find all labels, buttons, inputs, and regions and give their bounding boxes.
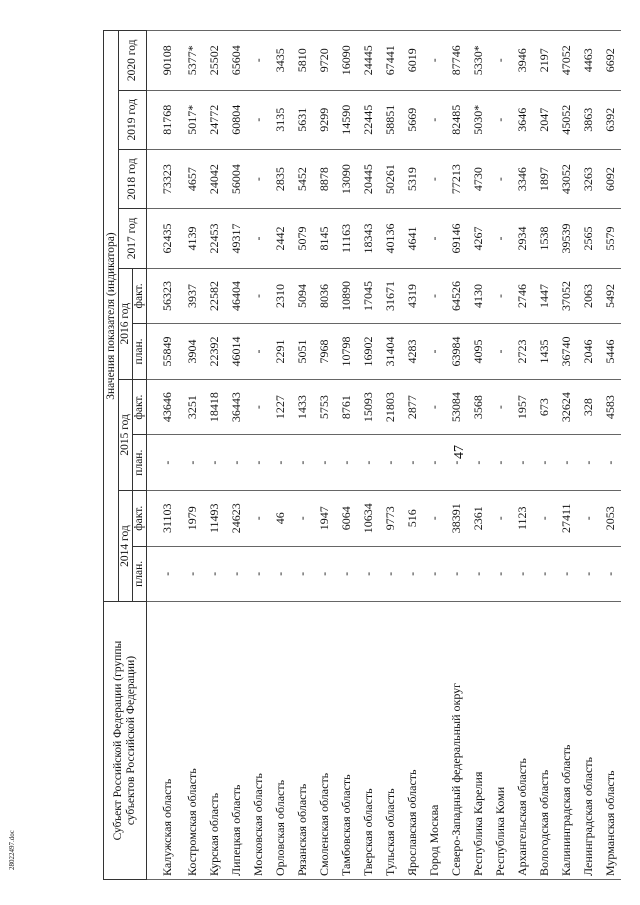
region-name: Орловская область [269,602,291,880]
value-cell: 31671 [379,268,401,324]
value-cell: - [225,435,247,491]
table-row [401,31,423,880]
value-cell: 3435 [269,31,291,91]
year-2019-header: 2019 год [119,90,147,149]
value-cell: 18418 [203,379,225,435]
value-cell: 2442 [269,209,291,268]
value-cell: - [401,546,423,602]
value-cell: - [423,209,445,268]
value-cell: 5579 [599,209,621,268]
year-2018-header: 2018 год [119,149,147,208]
value-cell: 4583 [599,379,621,435]
value-cell: - [291,546,313,602]
value-cell: 3135 [269,90,291,149]
value-cell: 46404 [225,268,247,324]
value-cell: 3251 [181,379,203,435]
value-cell: 328 [577,379,599,435]
value-cell: 1123 [511,490,533,546]
value-cell: 55849 [147,324,182,380]
value-cell: 3646 [511,90,533,149]
table-row [555,31,577,880]
table-row [489,31,511,880]
value-cell: 69146 [445,209,467,268]
table-row [445,31,467,880]
value-cell: - [555,435,577,491]
value-cell: - [423,435,445,491]
value-cell: - [467,435,489,491]
value-cell: 2835 [269,149,291,208]
value-cell: 77213 [445,149,467,208]
value-cell: 2361 [467,490,489,546]
value-cell: 14590 [335,90,357,149]
value-cell: - [291,490,313,546]
value-cell: 32624 [555,379,577,435]
table-row [599,31,621,880]
value-cell: 1447 [533,268,555,324]
value-cell: 2877 [401,379,423,435]
value-cell: 87746 [445,31,467,91]
table-row [511,31,533,880]
value-cell: - [577,435,599,491]
value-cell: - [357,546,379,602]
value-cell: - [423,149,445,208]
region-name: Мурманская область [599,602,621,880]
fact-header: факт. [133,379,147,435]
value-cell: 64526 [445,268,467,324]
value-cell: - [247,324,269,380]
value-cell: 50261 [379,149,401,208]
value-cell: 90108 [147,31,182,91]
value-cell: - [247,268,269,324]
value-cell: 5631 [291,90,313,149]
value-cell: 5669 [401,90,423,149]
value-cell: - [203,546,225,602]
rotated-table [103,30,617,880]
value-cell: 3346 [511,149,533,208]
value-cell: - [423,268,445,324]
value-cell: 40136 [379,209,401,268]
value-cell: - [489,90,511,149]
value-cell: 1979 [181,490,203,546]
value-cell: 2310 [269,268,291,324]
year-2017-header: 2017 год [119,209,147,268]
value-cell: 60804 [225,90,247,149]
value-cell: - [511,435,533,491]
value-cell: - [147,546,182,602]
value-cell: - [401,435,423,491]
value-cell: 4657 [181,149,203,208]
value-cell: - [489,435,511,491]
value-cell: - [423,90,445,149]
table-row [291,31,313,880]
value-cell: 10634 [357,490,379,546]
region-name: Город Москва [423,602,445,880]
table-row [203,31,225,880]
value-cell: 31103 [147,490,182,546]
value-cell: - [247,209,269,268]
value-cell: 9773 [379,490,401,546]
value-cell: 2723 [511,324,533,380]
value-cell: 8036 [313,268,335,324]
value-cell: 67441 [379,31,401,91]
page-number: 47 [452,445,467,459]
table-row [577,31,599,880]
fact-header: факт. [133,490,147,546]
value-cell: 4283 [401,324,423,380]
value-cell: 38391 [445,490,467,546]
value-cell: 2063 [577,268,599,324]
value-cell: - [467,546,489,602]
region-name: Калининградская область [555,602,577,880]
value-cell: - [423,324,445,380]
plan-header: план. [133,324,147,380]
value-cell: - [423,379,445,435]
value-cell: - [599,435,621,491]
value-cell: - [335,435,357,491]
value-cell: - [313,546,335,602]
table-row [147,31,182,880]
value-cell: - [247,490,269,546]
value-cell: 6092 [599,149,621,208]
value-cell: - [313,435,335,491]
value-cell: 18343 [357,209,379,268]
value-cell: - [577,490,599,546]
value-cell: - [357,435,379,491]
value-cell: 4095 [467,324,489,380]
value-cell: - [489,379,511,435]
region-name: Республика Коми [489,602,511,880]
value-cell: - [247,90,269,149]
value-cell: - [335,546,357,602]
value-cell: 39539 [555,209,577,268]
subject-header: Субъект Российской Федерации (группы субъектов Российской Федерации) [104,602,147,880]
indicator-table [103,30,621,880]
value-cell: 4641 [401,209,423,268]
value-cell: 53084 [445,379,467,435]
value-cell: 1947 [313,490,335,546]
value-cell: 43052 [555,149,577,208]
value-cell: - [247,31,269,91]
value-cell: 8761 [335,379,357,435]
value-cell: 2291 [269,324,291,380]
plan-header: план. [133,435,147,491]
value-cell: 7968 [313,324,335,380]
value-cell: - [181,435,203,491]
fact-header: факт. [133,268,147,324]
value-cell: 37052 [555,268,577,324]
value-cell: - [489,149,511,208]
footer-filename: 28022497.doc [8,830,16,870]
value-cell: 65604 [225,31,247,91]
value-cell: 4267 [467,209,489,268]
value-cell: 20445 [357,149,379,208]
table-row [467,31,489,880]
region-name: Смоленская область [313,602,335,880]
region-name: Архангельская область [511,602,533,880]
value-cell: 13090 [335,149,357,208]
value-cell: 1435 [533,324,555,380]
value-cell: - [269,435,291,491]
table-row [313,31,335,880]
value-cell: - [247,149,269,208]
value-cell: 73323 [147,149,182,208]
value-cell: 21803 [379,379,401,435]
value-cell: 5094 [291,268,313,324]
value-cell: 5377* [181,31,203,91]
table-row [181,31,203,880]
value-cell: - [423,490,445,546]
value-cell: - [247,379,269,435]
value-cell: 3946 [511,31,533,91]
value-cell: 5017* [181,90,203,149]
value-cell: 27411 [555,490,577,546]
region-name: Ленинградская область [577,602,599,880]
value-cell: 63984 [445,324,467,380]
table-row [379,31,401,880]
value-cell: - [379,546,401,602]
value-cell: 3263 [577,149,599,208]
value-cell: 24445 [357,31,379,91]
value-cell: 5446 [599,324,621,380]
region-name: Курская область [203,602,225,880]
value-cell: 36740 [555,324,577,380]
table-row [247,31,269,880]
value-cell: 11163 [335,209,357,268]
value-cell: 46 [269,490,291,546]
value-cell: - [203,435,225,491]
table-row [269,31,291,880]
value-cell: 10798 [335,324,357,380]
value-cell: 8878 [313,149,335,208]
value-cell: 2746 [511,268,533,324]
value-cell: 36443 [225,379,247,435]
value-cell: 5330* [467,31,489,91]
value-cell: 5319 [401,149,423,208]
value-cell: 4319 [401,268,423,324]
value-cell: - [445,435,467,491]
value-cell: - [511,546,533,602]
value-cell: - [533,490,555,546]
region-name: Тульская область [379,602,401,880]
value-cell: 56004 [225,149,247,208]
region-name: Тверская область [357,602,379,880]
table-row [357,31,379,880]
value-cell: 15093 [357,379,379,435]
value-cell: 5030* [467,90,489,149]
value-cell: 82485 [445,90,467,149]
value-cell: 46014 [225,324,247,380]
value-cell: - [489,268,511,324]
value-cell: - [489,546,511,602]
value-cell: 62435 [147,209,182,268]
region-name: Северо-Западный федеральный округ [445,602,467,880]
table-row [335,31,357,880]
value-cell: 6064 [335,490,357,546]
value-cell: 5051 [291,324,313,380]
value-cell: 2934 [511,209,533,268]
value-cell: 10890 [335,268,357,324]
value-cell: - [423,546,445,602]
value-cell: 5810 [291,31,313,91]
value-cell: 1538 [533,209,555,268]
value-cell: 4130 [467,268,489,324]
value-cell: - [181,546,203,602]
value-cell: 4730 [467,149,489,208]
value-cell: 1897 [533,149,555,208]
value-cell: - [533,546,555,602]
value-cell: 47052 [555,31,577,91]
value-cell: - [533,435,555,491]
value-cell: 24623 [225,490,247,546]
value-cell: 5492 [599,268,621,324]
value-cell: 9299 [313,90,335,149]
value-cell: - [225,546,247,602]
value-cell: - [423,31,445,91]
value-cell: 516 [401,490,423,546]
value-cell: 4463 [577,31,599,91]
value-cell: - [247,546,269,602]
value-cell: 16902 [357,324,379,380]
value-cell: 673 [533,379,555,435]
region-name: Липецкая область [225,602,247,880]
year-2014-header: 2014 год [119,490,133,601]
table-row [225,31,247,880]
value-cell: 43646 [147,379,182,435]
table-body [147,31,622,880]
value-cell: 2565 [577,209,599,268]
region-name: Республика Карелия [467,602,489,880]
value-cell: 2197 [533,31,555,91]
value-cell: 2047 [533,90,555,149]
value-cell: 22582 [203,268,225,324]
indicator-group-header: Значения показателя (индикатора) [104,31,119,602]
value-cell: 8145 [313,209,335,268]
region-name: Костромская область [181,602,203,880]
value-cell: 2046 [577,324,599,380]
value-cell: 6692 [599,31,621,91]
value-cell: - [599,546,621,602]
value-cell: 49317 [225,209,247,268]
value-cell: 3937 [181,268,203,324]
value-cell: 2053 [599,490,621,546]
value-cell: 17045 [357,268,379,324]
value-cell: 58851 [379,90,401,149]
value-cell: 1227 [269,379,291,435]
value-cell: 45052 [555,90,577,149]
value-cell: 3904 [181,324,203,380]
value-cell: - [489,490,511,546]
region-name: Тамбовская область [335,602,357,880]
value-cell: 5452 [291,149,313,208]
value-cell: 1433 [291,379,313,435]
plan-header: план. [133,546,147,602]
value-cell: - [489,209,511,268]
year-2020-header: 2020 год [119,31,147,91]
value-cell: 1957 [511,379,533,435]
value-cell: - [291,435,313,491]
value-cell: 9720 [313,31,335,91]
region-name: Рязанская область [291,602,313,880]
value-cell: 25502 [203,31,225,91]
value-cell: 6019 [401,31,423,91]
value-cell: - [247,435,269,491]
value-cell: 24042 [203,149,225,208]
table-row [533,31,555,880]
value-cell: 22392 [203,324,225,380]
value-cell: - [147,435,182,491]
value-cell: - [489,31,511,91]
value-cell: 31404 [379,324,401,380]
value-cell: 5753 [313,379,335,435]
value-cell: - [489,324,511,380]
value-cell: - [379,435,401,491]
value-cell: 56323 [147,268,182,324]
value-cell: 3568 [467,379,489,435]
value-cell: - [269,546,291,602]
value-cell: - [445,546,467,602]
value-cell: - [555,546,577,602]
value-cell: - [577,546,599,602]
value-cell: 22445 [357,90,379,149]
value-cell: 6392 [599,90,621,149]
value-cell: 11493 [203,490,225,546]
region-name: Вологодская область [533,602,555,880]
year-2015-header: 2015 год [119,379,133,490]
table-row [423,31,445,880]
region-name: Московская область [247,602,269,880]
region-name: Калужская область [147,602,182,880]
value-cell: 24772 [203,90,225,149]
value-cell: 22453 [203,209,225,268]
value-cell: 81768 [147,90,182,149]
value-cell: 5079 [291,209,313,268]
region-name: Ярославская область [401,602,423,880]
value-cell: 16090 [335,31,357,91]
value-cell: 4139 [181,209,203,268]
value-cell: 3863 [577,90,599,149]
year-2016-header: 2016 год [119,268,133,379]
